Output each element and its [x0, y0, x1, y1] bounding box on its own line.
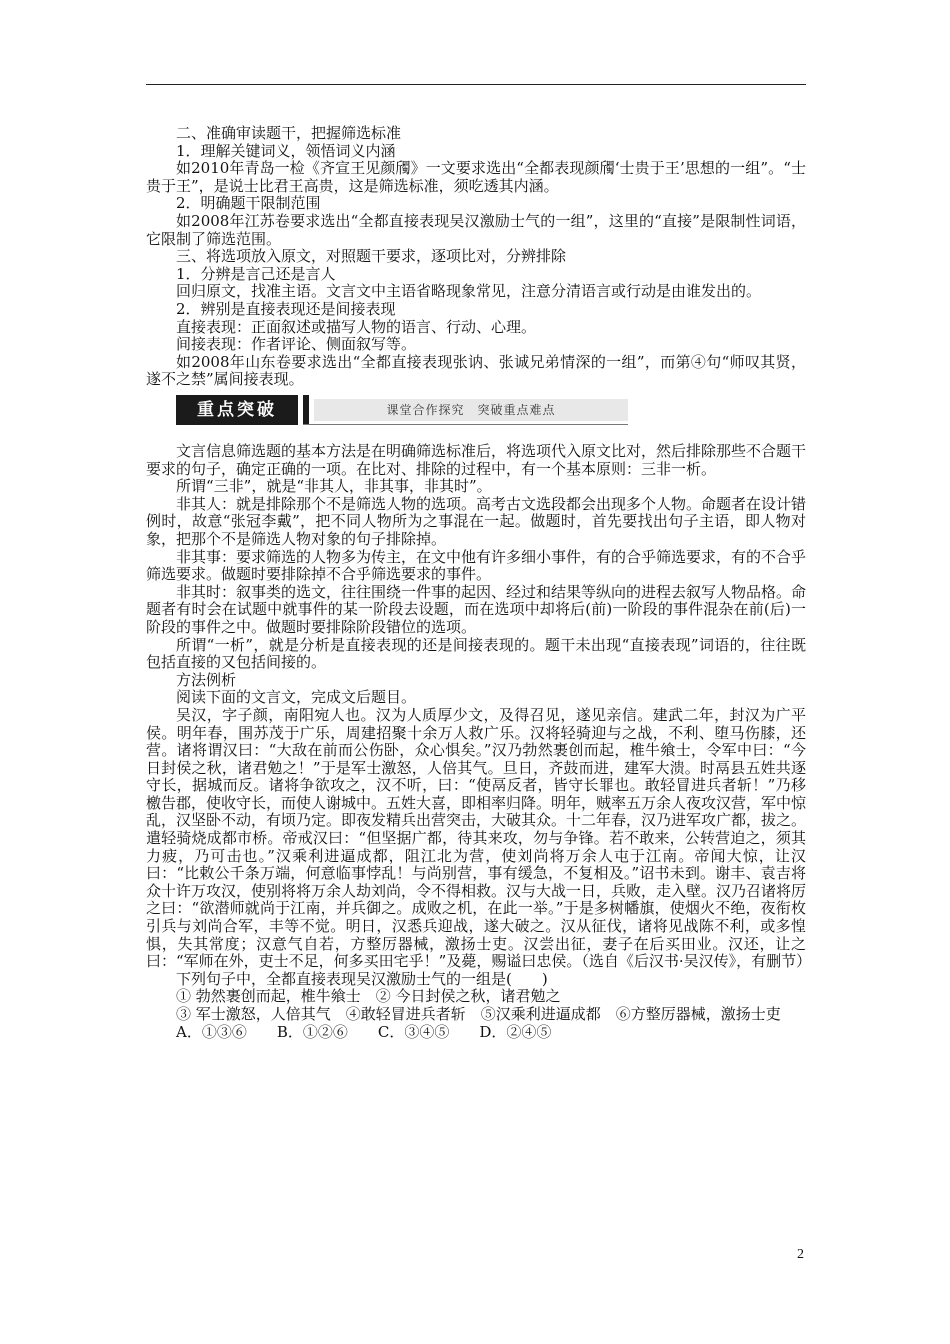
- paragraph: 所谓“一析”，就是分析是直接表现的还是间接表现的。题干未出现“直接表现”词语的，往往既包括直接的又包括间接的。: [146, 635, 806, 672]
- section-key-points: [146, 442, 812, 1041]
- paragraph: 非其人：就是排除那个不是筛选人物的选项。高考古文选段都会出现多个人物。命题者在设计错例时，故意“张冠李戴”，把不同人物所为之事混在一起。做题时，首先要找出句子主语，即人物对象，把那个不是筛选人物对象的句子排除掉。: [146, 494, 807, 548]
- paragraph: 文言信息筛选题的基本方法是在明确筛选标准后，将选项代入原文比对，然后排除那些不合题干要求的句子，确定正确的一项。在比对、排除的过程中，有一个基本原则：三非一析。: [146, 442, 807, 478]
- answer-options: A．①③⑥ B．①②⑥ C．③④⑤ D．②④⑤: [176, 1022, 552, 1041]
- example-heading: 方法例析: [176, 670, 237, 689]
- paragraph: 非其事：要求筛选的人物多为传主，在文中他有许多细小事件，有的合乎筛选要求，有的不合乎筛选要求。做题时要排除掉不合乎筛选要求的事件。: [146, 547, 807, 584]
- heading-3: 三、将选项放入原文，对照题干要求，逐项比对，分辨排除: [176, 247, 567, 266]
- section-exam-tips: [146, 125, 806, 389]
- question-items: ③ 军士激怒，人倍其气 ④敢轻冒进兵者斩 ⑤汉乘利进逼成都 ⑥方整厉器械，激扬士吏: [176, 1005, 781, 1023]
- classical-passage: 吴汉，字子颜，南阳宛人也。汉为人质厚少文，及得召见，遂见亲信。建武二年，封汉为广平侯。明年春，围苏茂于广乐，周建招聚十余万人救广乐。汉将轻骑迎与之战，不利、堕马伤膝，还营。诸将谓汉曰：“大敌在前而公伤卧，众心惧矣。”汉乃勃然裹创而起，椎牛飨士，令军中曰：“今日封侯之秋，诸君勉之！”于是军士激怒，人倍其气。旦日，齐鼓而进，建军大溃。时鬲县五姓共逐守长，据城而反。诸将争欲攻之，汉不听，曰：“使鬲反者，皆守长罪也。敢轻冒进兵者斩！”乃移檄告郡，使收守长，而使人谢城中。五姓大喜，即相率归降。明年，贼率五万余人夜攻汉营，军中惊乱，汉坚卧不动，有顷乃定。即夜发精兵出营突击，大破其众。十二年春，汉乃进军攻广都，拔之。遣轻骑烧成都市桥。帝戒汉曰：“但坚据广都，待其来攻，勿与争锋。若不敢来，公转营迫之，须其力疲，乃可击也。”汉乘利进逼成都，阻江北为营，使刘尚将万余人屯于江南。帝闻大惊，让汉曰：“比敕公千条万端，何意临事悖乱！与尚别营，事有缓急，不复相及。”诏书未到。谢丰、袁吉将众十许万攻汉，使别将将万余人劫刘尚，令不得相救。汉与大战一日，兵败，走入壁。汉乃召诸将厉之曰：“欲潜师就尚于江南，并兵御之。成败之机，在此一举。”于是多树幡旗，使烟火不绝，夜衔枚引兵与刘尚合军，丰等不觉。明日，汉悉兵迎战，遂大破之。汉从征伐，诸将见战陈不利，或多惶惧，失其常度；汉意气自若，方整厉器械，激扬士吏。汉尝出征，妻子在后买田业。汉还，让之曰：“军师在外，吏士不足，何多买田宅乎！”及薨，赐谥曰忠侯。（选自《后汉书·吴汉传》，有删节）: [146, 705, 812, 971]
- paragraph: 间接表现：作者评论、侧面叙写等。: [176, 335, 417, 354]
- banner-title: 重点突破: [176, 395, 298, 425]
- heading-2: 二、准确审读题干，把握筛选标准: [176, 124, 402, 142]
- subheading-2-1: 1．理解关键词义，领悟词义内涵: [176, 141, 396, 160]
- paragraph: 非其时：叙事类的选文，往往围绕一件事的起因、经过和结果等纵向的进程去叙写人物品格。命题者有时会在试题中就事件的某一阶段去设题，而在选项中却将后(前)一阶段的事件混杂在前(后)一阶段的事件之中。做题时要排除阶段错位的选项。: [146, 582, 807, 636]
- question-stem: 下列句子中，全都直接表现吴汉激励士气的一组是( ): [176, 969, 548, 988]
- subheading-3-2: 2．辨别是直接表现还是间接表现: [176, 299, 396, 318]
- question-items: ① 勃然裹创而起，椎牛飨士 ② 今日封侯之秋，诸君勉之: [176, 987, 561, 1006]
- paragraph: 直接表现：正面叙述或描写人物的语言、行动、心理。: [176, 317, 537, 336]
- subheading-2-2: 2．明确题干限制范围: [176, 194, 321, 213]
- paragraph: 回归原文，找准主语。文言文中主语省略现象常见，注意分清语言或行动是由谁发出的。: [176, 282, 762, 301]
- banner-underline: [303, 424, 628, 425]
- subheading-3-1: 1．分辨是言己还是言人: [176, 264, 336, 283]
- top-rule: [146, 84, 806, 85]
- paragraph: 所谓“三非”，就是“非其人，非其事，非其时”。: [176, 477, 492, 496]
- section-banner: [176, 395, 628, 425]
- page-number: 2: [797, 1247, 804, 1262]
- paragraph: 如2008年山东卷要求选出“全都直接表现张讷、张诚兄弟情深的一组”，而第④句“师叹其贤，遂不之禁”属间接表现。: [146, 352, 806, 389]
- banner-subtitle: 课堂合作探究 突破重点难点: [314, 399, 628, 421]
- banner-divider: [303, 395, 309, 425]
- paragraph: 如2008年江苏卷要求选出“全都直接表现吴汉激励士气的一组”，这里的“直接”是限制性词语，它限制了筛选范围。: [146, 211, 806, 248]
- paragraph: 如2010年青岛一检《齐宣王见颜斶》一文要求选出“全都表现颜斶‘士贵于王’思想的一组”。“士贵于王”，是说士比君王高贵，这是筛选标准，须吃透其内涵。: [146, 159, 806, 195]
- reading-instruction: 阅读下面的文言文，完成文后题目。: [176, 688, 417, 707]
